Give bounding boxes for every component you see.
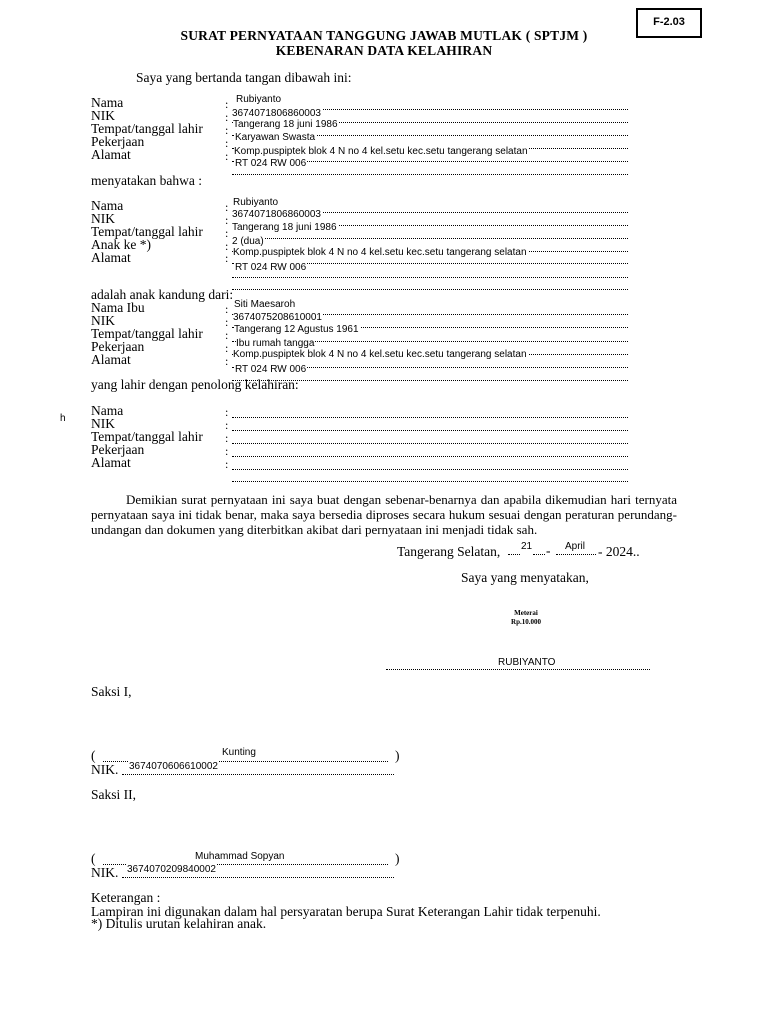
declarant-nik-value: 3674071806860003 (232, 108, 321, 119)
declarant-ttl-value: Tangerang 18 juni 1986 (233, 119, 338, 130)
margin-mark: h (60, 413, 66, 424)
declarant-nik-label: NIK (91, 108, 115, 123)
witness1-title: Saksi I, (91, 684, 132, 699)
declarant-name-label: Nama (91, 95, 124, 110)
dotted-line (533, 544, 545, 555)
date-separator: - (546, 543, 551, 558)
dotted-line (232, 279, 628, 290)
witness1-name: Kunting (222, 747, 256, 758)
colon: : (225, 136, 229, 150)
signer-label: Saya yang menyatakan, (461, 570, 589, 585)
dotted-line (508, 544, 520, 555)
declarant-job-value: Karyawan Swasta (235, 132, 316, 143)
colon: : (225, 341, 229, 355)
colon: : (225, 315, 229, 329)
mother-ttl-value: Tangerang 12 Agustus 1961 (234, 324, 359, 335)
colon: : (225, 431, 229, 445)
notes-line2: *) Ditulis urutan kelahiran anak. (91, 916, 267, 931)
child-nik-value: 3674071806860003 (232, 209, 321, 220)
colon: : (225, 302, 229, 316)
date-day: 21 (521, 541, 533, 552)
witness2-nik: 3674070209840002 (127, 864, 216, 875)
colon: : (225, 226, 229, 240)
mother-address-line2: RT 024 RW 006 (235, 364, 307, 375)
attendant-job-label: Pekerjaan (91, 442, 145, 457)
child-order-value: 2 (dua) (232, 236, 264, 247)
attendant-address-field-2 (232, 471, 628, 482)
declarant-address-label: Alamat (91, 147, 131, 162)
attendant-address-field (232, 459, 628, 470)
colon: : (225, 405, 229, 419)
document-title-line2: KEBENARAN DATA KELAHIRAN (275, 43, 493, 58)
closing-paragraph: Demikian surat pernyataan ini saya buat dengan sebenar-benarnya dan apabila dikemudian hari ternyata pernyataan saya ini tidak benar, maka saya bersedia diproses secara hukum sesuai dengan peraturan perundang-undangan dan dokumen yang diterbitkan akibat dari pernyataan ini menjadi tidak sah. (91, 492, 677, 537)
mother-address-label: Alamat (91, 352, 131, 367)
form-code-box: F-2.03 (636, 8, 702, 38)
declarant-name-value: Rubiyanto (236, 94, 282, 105)
mother-nik-label: NIK (91, 313, 115, 328)
mother-address-line1: Komp.puspiptek blok 4 N no 4 kel.setu kec.setu tangerang selatan (233, 349, 527, 360)
date-year: - 2024.. (598, 544, 640, 559)
mother-job-value: Ibu rumah tangga (236, 338, 315, 349)
mother-name-value: Siti Maesaroh (234, 299, 296, 310)
place-label: Tangerang Selatan, (397, 544, 501, 559)
child-address-line2: RT 024 RW 006 (235, 262, 307, 273)
signer-name: RUBIYANTO (498, 657, 556, 668)
mother-nik-value: 3674075208610001 (233, 312, 322, 323)
colon: : (225, 457, 229, 471)
declarant-address-line2: RT 024 RW 006 (235, 158, 307, 169)
colon: : (225, 354, 229, 368)
notes-line1: Lampiran ini digunakan dalam hal persyaratan berupa Surat Keterangan Lahir tidak terpenuhi. (91, 904, 601, 919)
attendant-address-label: Alamat (91, 455, 131, 470)
child-address-line1: Komp.puspiptek blok 4 N no 4 kel.setu kec.setu tangerang selatan (233, 247, 527, 258)
witness2-nik-label: NIK. (91, 865, 119, 880)
witness1-paren-open: ( (91, 748, 96, 763)
colon: : (225, 149, 229, 163)
colon: : (225, 444, 229, 458)
witness2-title: Saksi II, (91, 787, 136, 802)
child-name-value: Rubiyanto (233, 197, 279, 208)
mother-job-label: Pekerjaan (91, 339, 145, 354)
declarant-address-line1: Komp.puspiptek blok 4 N no 4 kel.setu kec.setu tangerang selatan (234, 146, 528, 157)
states-that-text: menyatakan bahwa : (91, 173, 202, 188)
colon: : (225, 123, 229, 137)
colon: : (225, 97, 229, 111)
witness1-nik-label: NIK. (91, 762, 119, 777)
child-nik-label: NIK (91, 211, 115, 226)
witness2-name: Muhammad Sopyan (195, 851, 285, 862)
document-title-line1: SURAT PERNYATAAN TANGGUNG JAWAB MUTLAK ( SPTJM ) (180, 28, 588, 43)
colon: : (225, 418, 229, 432)
witness1-paren-close: ) (395, 748, 400, 763)
colon: : (225, 251, 229, 265)
mother-name-label: Nama Ibu (91, 300, 145, 315)
declarant-job-label: Pekerjaan (91, 134, 145, 149)
colon: : (225, 328, 229, 342)
witness2-paren-close: ) (395, 851, 400, 866)
notes-title: Keterangan : (91, 890, 161, 905)
mother-ttl-label: Tempat/tanggal lahir (91, 326, 203, 341)
attendant-job-field (232, 446, 628, 457)
colon: : (225, 200, 229, 214)
attendant-nik-label: NIK (91, 416, 115, 431)
child-of-text: adalah anak kandung dari: (91, 287, 234, 302)
child-ttl-label: Tempat/tanggal lahir (91, 224, 203, 239)
colon: : (225, 239, 229, 253)
child-address-label: Alamat (91, 250, 131, 265)
witness1-nik: 3674070606610002 (129, 761, 218, 772)
date-month: April (565, 541, 586, 552)
witness2-paren-open: ( (91, 851, 96, 866)
stamp-label: Meterai (514, 609, 538, 617)
born-with-text: yang lahir dengan penolong kelahiran: (91, 377, 299, 392)
child-ttl-value: Tangerang 18 juni 1986 (232, 222, 337, 233)
attendant-name-field (232, 407, 628, 418)
declarant-ttl-label: Tempat/tanggal lahir (91, 121, 203, 136)
attendant-nik-field (232, 420, 628, 431)
intro-text: Saya yang bertanda tangan dibawah ini: (136, 70, 352, 85)
attendant-ttl-field (232, 433, 628, 444)
attendant-name-label: Nama (91, 403, 124, 418)
colon: : (225, 213, 229, 227)
child-order-label: Anak ke *) (91, 237, 151, 252)
child-name-label: Nama (91, 198, 124, 213)
attendant-ttl-label: Tempat/tanggal lahir (91, 429, 203, 444)
stamp-amount: Rp.10.000 (511, 618, 541, 626)
colon: : (225, 110, 229, 124)
